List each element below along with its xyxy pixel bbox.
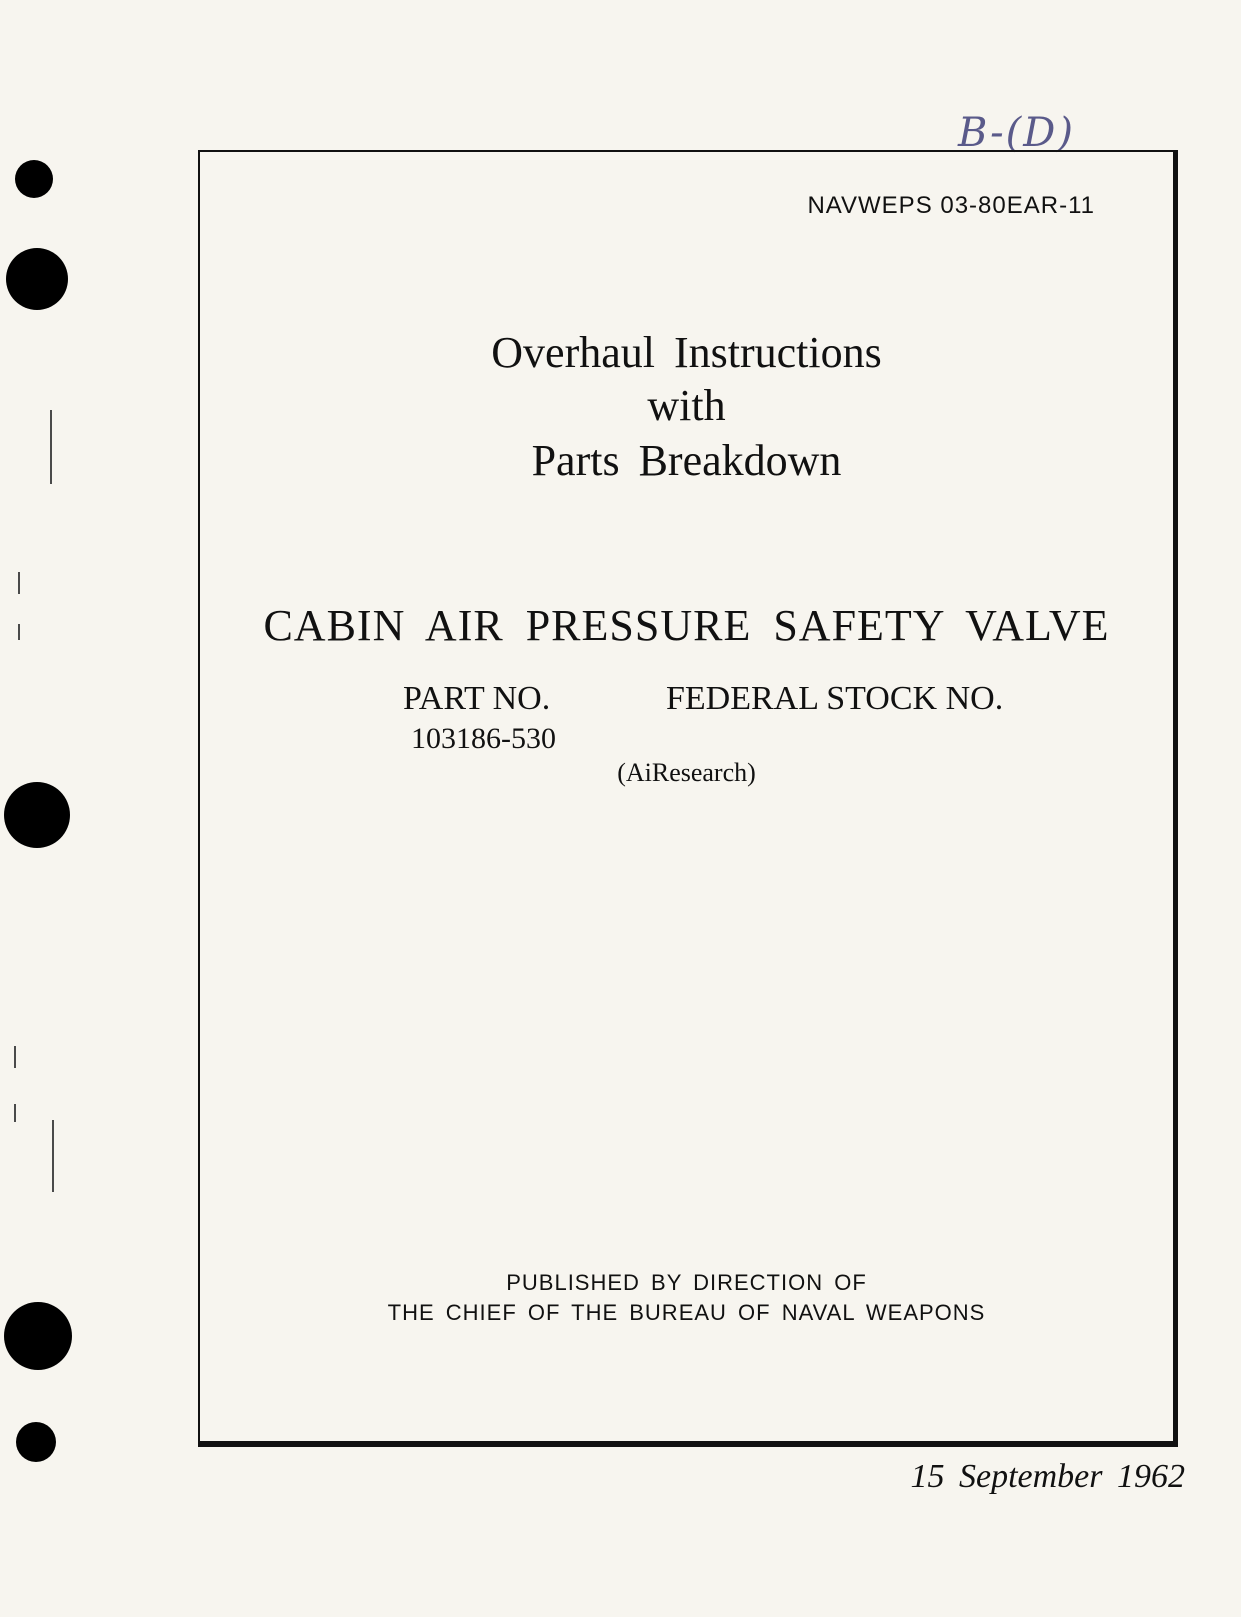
cover-frame: [198, 150, 1178, 1447]
publication-date: 15 September 1962: [910, 1458, 1185, 1495]
margin-mark: [18, 572, 20, 594]
margin-mark: [14, 1104, 16, 1122]
subject-heading: CABIN AIR PRESSURE SAFETY VALVE: [263, 601, 1110, 650]
margin-mark: [50, 410, 52, 484]
publisher-line-2: THE CHIEF OF THE BUREAU OF NAVAL WEAPONS: [387, 1300, 986, 1325]
binder-hole-1: [15, 160, 53, 198]
binder-hole-5: [16, 1422, 56, 1462]
title-line-1: Overhaul Instructions: [491, 328, 882, 377]
part-number-value: 103186-530: [411, 722, 556, 755]
part-number-label: PART NO.: [403, 680, 551, 717]
margin-mark: [52, 1120, 54, 1192]
margin-mark: [14, 1046, 16, 1068]
document-number: NAVWEPS 03-80EAR-11: [807, 192, 1095, 219]
handwritten-mark: B-(D): [958, 110, 1075, 156]
margin-mark: [18, 624, 20, 640]
binder-hole-3: [4, 782, 70, 848]
binder-hole-4: [4, 1302, 72, 1370]
publisher-line-1: PUBLISHED BY DIRECTION OF: [506, 1270, 867, 1295]
title-line-3: Parts Breakdown: [531, 436, 842, 485]
manufacturer-name: (AiResearch): [617, 758, 756, 787]
binder-hole-2: [6, 248, 68, 310]
title-line-2: with: [647, 381, 726, 430]
federal-stock-number-label: FEDERAL STOCK NO.: [666, 680, 1004, 717]
